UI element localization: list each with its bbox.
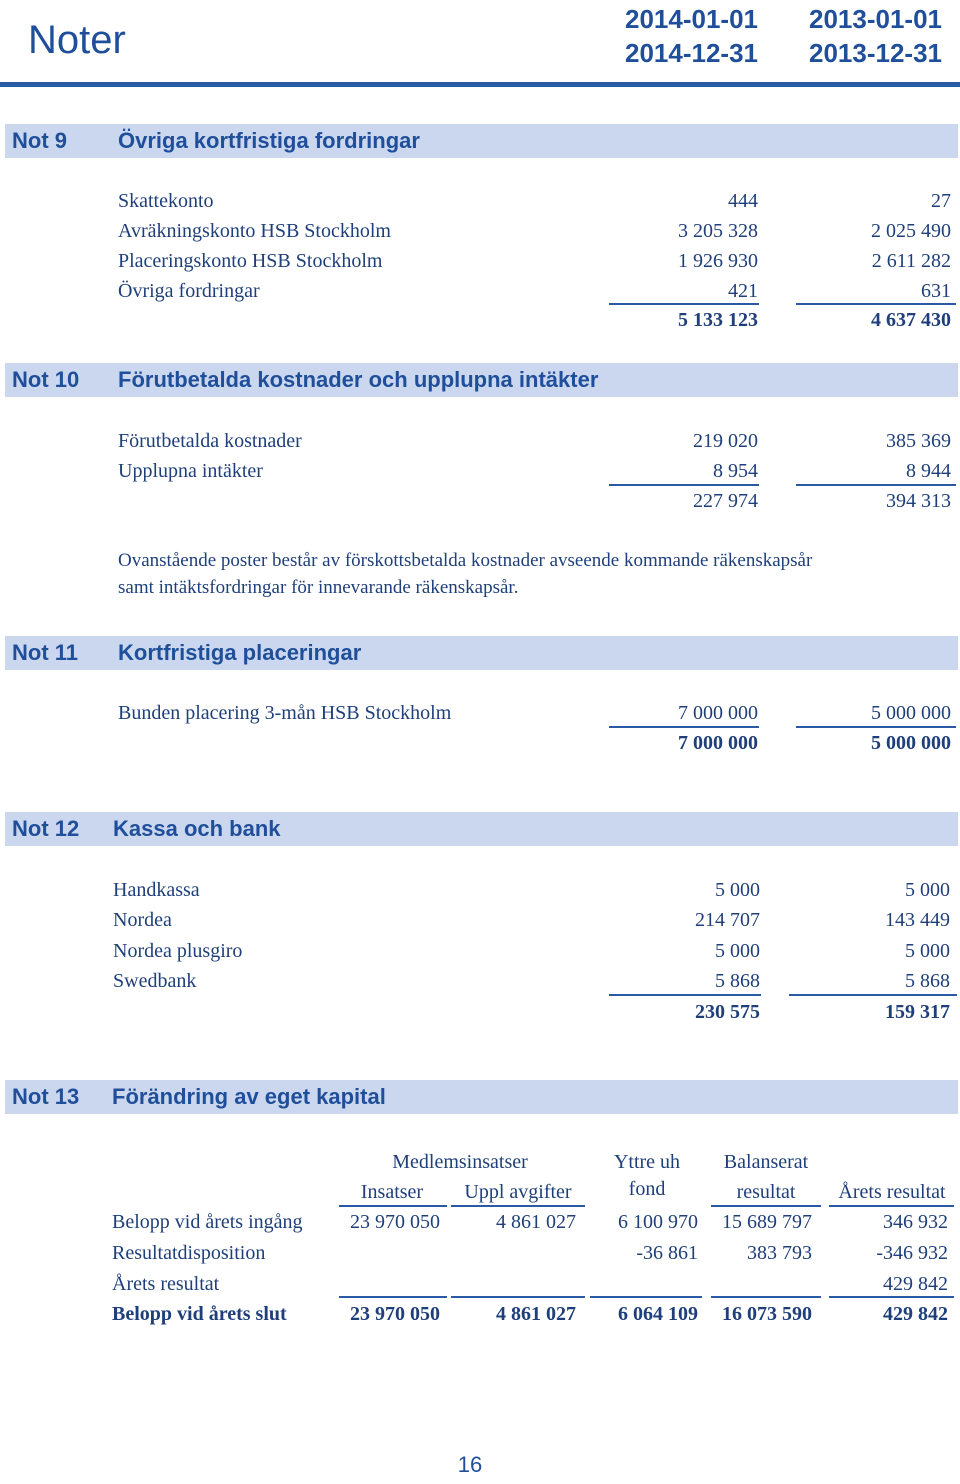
sum-rule <box>451 1296 585 1298</box>
period-previous <box>742 2 942 70</box>
period-current-start: 2014-01-01 <box>625 4 758 34</box>
row-value-previous: 5 000 <box>905 879 950 901</box>
row-value-current: 421 <box>728 280 758 302</box>
header-rule <box>0 82 960 87</box>
not12-title: Kassa och bank <box>113 816 281 841</box>
not10-note <box>118 547 948 601</box>
cell: 23 970 050 <box>350 1303 440 1325</box>
period-previous-start: 2013-01-01 <box>809 4 942 34</box>
table-row <box>0 246 960 276</box>
sum-rule <box>829 1296 954 1298</box>
row-label: Upplupna intäkter <box>118 460 263 482</box>
not11-title: Kortfristiga placeringar <box>118 640 362 665</box>
row-value-current: 1 926 930 <box>678 250 758 272</box>
row-label: Övriga fordringar <box>118 280 260 302</box>
not13-number: Not 13 <box>12 1084 80 1109</box>
row-value-current: 7 000 000 <box>678 702 758 724</box>
cell: 429 842 <box>883 1303 948 1325</box>
cell: 16 073 590 <box>722 1303 812 1325</box>
table-row <box>0 426 960 456</box>
row-label: Swedbank <box>113 970 197 992</box>
row-label: Förutbetalda kostnader <box>118 430 302 452</box>
table-row <box>0 905 960 935</box>
row-value-current: 214 707 <box>695 909 760 931</box>
cell: 429 842 <box>883 1273 948 1295</box>
group-header-medlemsinsatser: Medlemsinsatser <box>392 1151 528 1173</box>
row-value-current: 8 954 <box>713 460 758 482</box>
total-row <box>0 305 960 335</box>
not10-number: Not 10 <box>12 367 80 392</box>
not9-title: Övriga kortfristiga fordringar <box>118 128 420 153</box>
row-value-current: 444 <box>728 190 758 212</box>
table-row <box>0 456 960 486</box>
column-header-uppl-avgifter: Uppl avgifter <box>464 1181 572 1203</box>
period-current-end: 2014-12-31 <box>625 38 758 68</box>
total-row <box>0 728 960 758</box>
cell: 4 861 027 <box>496 1303 576 1325</box>
row-value-current: 3 205 328 <box>678 220 758 242</box>
page-number: 16 <box>457 1452 483 1477</box>
sum-rule <box>711 1296 821 1298</box>
table-row <box>0 276 960 306</box>
row-value-previous: 143 449 <box>885 909 950 931</box>
sum-rule <box>609 994 761 996</box>
row-value-previous: 2 611 282 <box>871 250 951 272</box>
row-value-current: 5 868 <box>715 970 760 992</box>
total-previous: 159 317 <box>885 1001 950 1023</box>
column-header-arets-resultat: Årets resultat <box>838 1181 946 1203</box>
total-previous: 5 000 000 <box>871 732 951 754</box>
cell: 4 861 027 <box>496 1211 576 1233</box>
sum-rule <box>339 1296 447 1298</box>
total-current: 227 974 <box>693 490 758 512</box>
table-row <box>0 966 960 996</box>
table-row <box>0 698 960 728</box>
note-line: Ovanstående poster består av förskottsbetalda kostnader avseende kommande räkenskapsår <box>118 550 813 571</box>
row-label: Nordea <box>113 909 172 931</box>
total-previous: 394 313 <box>886 490 951 512</box>
cell: -36 861 <box>636 1242 698 1264</box>
table-row <box>0 216 960 246</box>
cell: 383 793 <box>747 1242 812 1264</box>
cell: 6 064 109 <box>618 1303 698 1325</box>
row-label: Belopp vid årets ingång <box>112 1211 303 1233</box>
row-value-previous: 27 <box>931 190 951 212</box>
note-line: samt intäktsfordringar för innevarande räkenskapsår. <box>118 577 519 598</box>
period-current <box>558 2 758 70</box>
column-header-yttre-line2: fond <box>628 1178 666 1200</box>
not11-number: Not 11 <box>12 640 79 665</box>
row-value-previous: 8 944 <box>906 460 951 482</box>
row-value-previous: 385 369 <box>886 430 951 452</box>
column-header-balanserat-line2: resultat <box>736 1181 796 1203</box>
table-row <box>0 875 960 905</box>
column-header-yttre-line1: Yttre uh <box>613 1151 681 1173</box>
row-value-previous: 5 868 <box>905 970 950 992</box>
cell: -346 932 <box>876 1242 948 1264</box>
row-label: Handkassa <box>113 879 200 901</box>
total-current: 230 575 <box>695 1001 760 1023</box>
sum-rule <box>789 994 957 996</box>
row-value-previous: 5 000 <box>905 940 950 962</box>
row-label: Årets resultat <box>112 1273 220 1295</box>
row-value-current: 5 000 <box>715 879 760 901</box>
table-row <box>0 186 960 216</box>
cell: 23 970 050 <box>350 1211 440 1233</box>
not9-number: Not 9 <box>12 128 67 153</box>
row-label: Resultatdisposition <box>112 1242 266 1264</box>
not13-title: Förändring av eget kapital <box>112 1084 386 1109</box>
page-title: Noter <box>28 18 126 62</box>
table-row <box>0 936 960 966</box>
row-value-previous: 631 <box>921 280 951 302</box>
cell: 15 689 797 <box>722 1211 812 1233</box>
total-row <box>0 486 960 516</box>
column-header-balanserat-line1: Balanserat <box>723 1151 809 1173</box>
cell: 6 100 970 <box>618 1211 698 1233</box>
not12-number: Not 12 <box>12 816 80 841</box>
row-label: Placeringskonto HSB Stockholm <box>118 250 383 272</box>
row-value-current: 219 020 <box>693 430 758 452</box>
cell: 346 932 <box>883 1211 948 1233</box>
row-label: Belopp vid årets slut <box>112 1303 287 1325</box>
total-row <box>0 997 960 1027</box>
total-current: 7 000 000 <box>678 732 758 754</box>
total-current: 5 133 123 <box>678 309 758 331</box>
row-value-previous: 2 025 490 <box>871 220 951 242</box>
row-label: Bunden placering 3-mån HSB Stockholm <box>118 702 452 724</box>
column-header-insatser: Insatser <box>360 1181 424 1203</box>
sum-rule <box>590 1296 702 1298</box>
total-previous: 4 637 430 <box>871 309 951 331</box>
row-value-current: 5 000 <box>715 940 760 962</box>
row-label: Nordea plusgiro <box>113 940 243 962</box>
row-label: Avräkningskonto HSB Stockholm <box>118 220 391 242</box>
not10-title: Förutbetalda kostnader och upplupna intäkter <box>118 367 599 392</box>
row-value-previous: 5 000 000 <box>871 702 951 724</box>
period-previous-end: 2013-12-31 <box>809 38 942 68</box>
row-label: Skattekonto <box>118 190 214 212</box>
